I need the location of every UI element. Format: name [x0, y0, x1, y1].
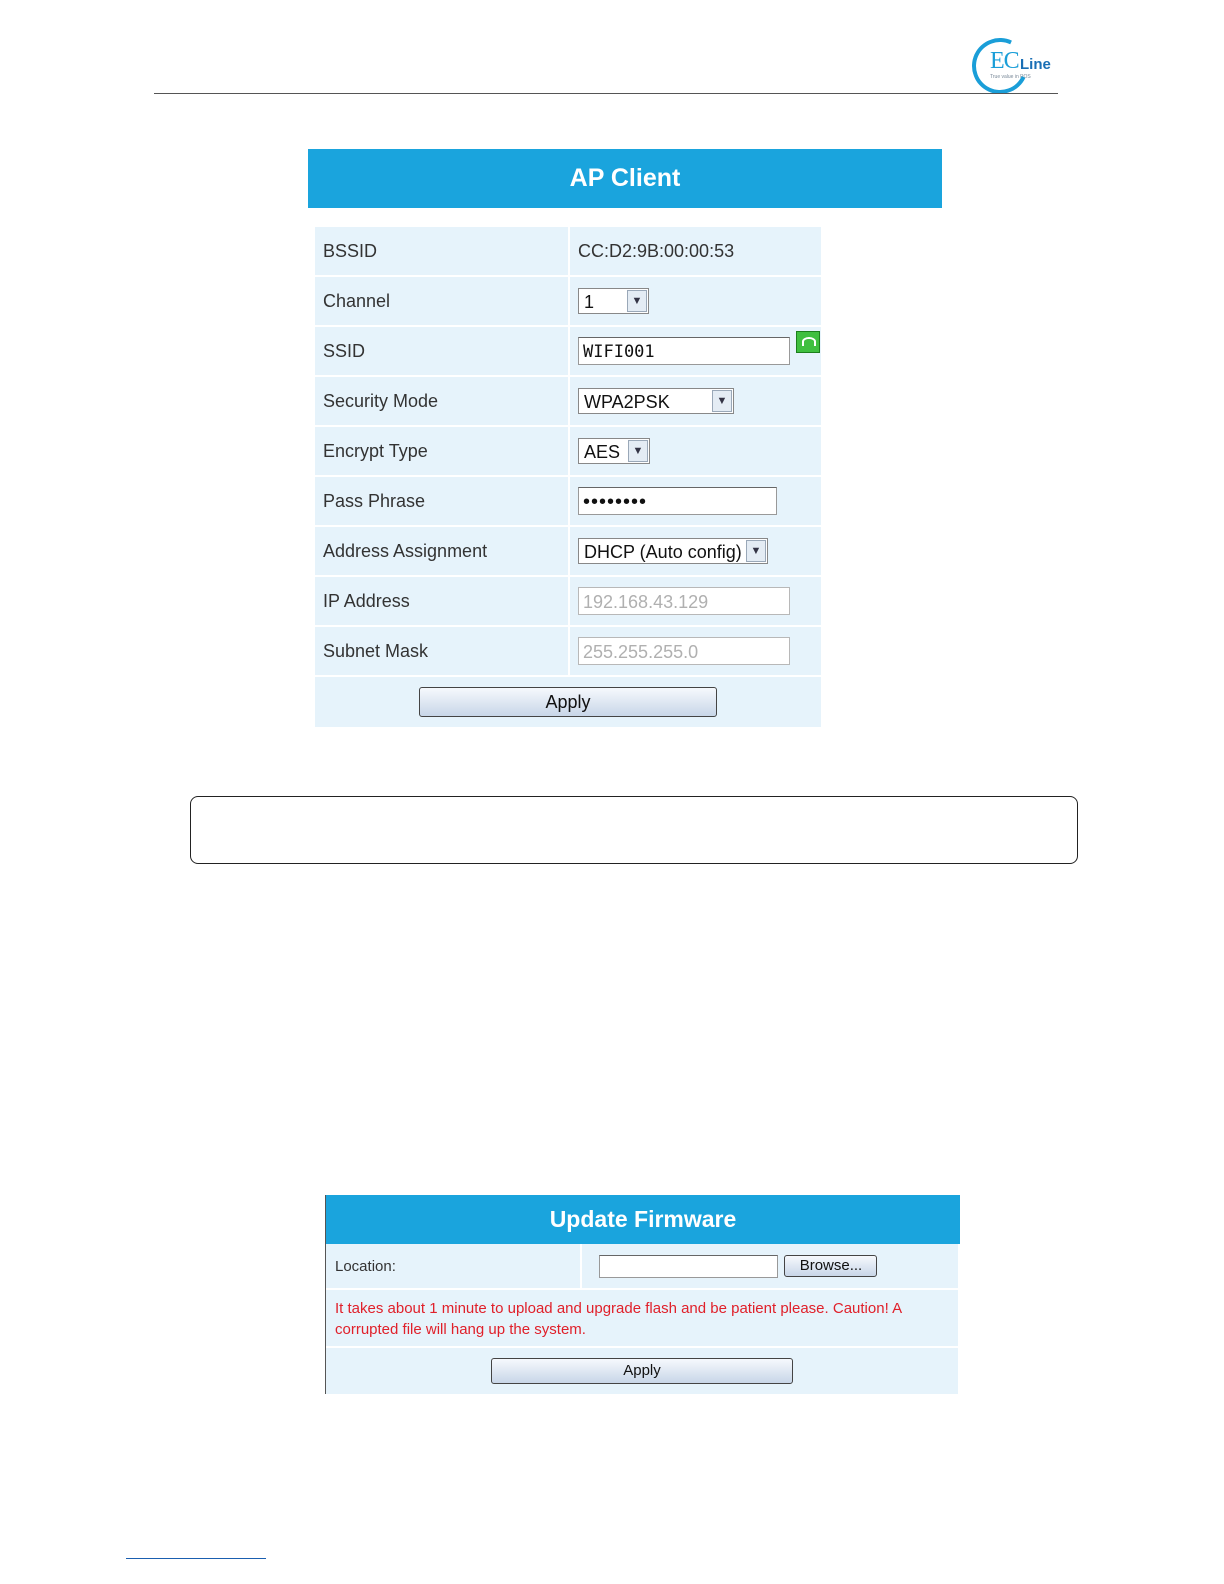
ap-client-form [315, 227, 934, 727]
ssid-row [315, 327, 821, 377]
address-assignment-select[interactable] [578, 538, 768, 564]
site-survey-icon[interactable] [796, 331, 820, 353]
chevron-down-icon[interactable]: ▼ [627, 290, 647, 312]
security-mode-label: Security Mode [315, 377, 570, 427]
firmware-file-input[interactable] [599, 1255, 778, 1278]
encrypt-type-row [315, 427, 821, 477]
apply-row [315, 677, 821, 727]
security-mode-select[interactable] [578, 388, 734, 414]
browse-button[interactable]: Browse... [784, 1255, 877, 1277]
firmware-apply-button[interactable]: Apply [491, 1358, 793, 1384]
location-row [326, 1244, 958, 1290]
security-mode-selected-value: WPA2PSK [584, 392, 670, 412]
pass-phrase-row [315, 477, 821, 527]
logo-tagline: True value in POS [990, 74, 1031, 80]
channel-label: Channel [315, 277, 570, 327]
update-firmware-title: Update Firmware [326, 1195, 960, 1244]
subnet-mask-label: Subnet Mask [315, 627, 570, 677]
channel-select[interactable] [578, 288, 649, 314]
security-mode-row [315, 377, 821, 427]
footer-link-underline [126, 1558, 266, 1559]
note-box [190, 796, 1078, 864]
ip-address-row [315, 577, 821, 627]
bssid-label: BSSID [315, 227, 570, 277]
encrypt-type-selected-value: AES [584, 442, 621, 462]
address-assignment-label: Address Assignment [315, 527, 570, 577]
header-divider [154, 93, 1058, 94]
address-assignment-selected-value: DHCP (Auto config) [584, 542, 742, 562]
ssid-input[interactable]: WIFI001 [578, 337, 790, 365]
ap-client-apply-button[interactable]: Apply [419, 687, 717, 717]
encrypt-type-label: Encrypt Type [315, 427, 570, 477]
subnet-mask-row [315, 627, 821, 677]
ip-address-label: IP Address [315, 577, 570, 627]
logo-ec: EC [990, 48, 1019, 74]
logo-line: Line [1020, 56, 1051, 73]
encrypt-type-select[interactable] [578, 438, 650, 464]
ip-address-input: 192.168.43.129 [578, 587, 790, 615]
ecline-logo [966, 34, 1066, 92]
channel-selected-value: 1 [584, 292, 595, 312]
location-label: Location: [326, 1244, 582, 1290]
pass-phrase-label: Pass Phrase [315, 477, 570, 527]
ap-client-panel [308, 149, 942, 208]
pass-phrase-input[interactable]: •••••••• [578, 487, 777, 515]
address-assignment-row [315, 527, 821, 577]
ap-client-title: AP Client [308, 149, 942, 208]
firmware-warning-text: It takes about 1 minute to upload and upgrade flash and be patient please. Caution! A corrupted file will hang up the system. [326, 1290, 958, 1348]
subnet-mask-input: 255.255.255.0 [578, 637, 790, 665]
ssid-label: SSID [315, 327, 570, 377]
chevron-down-icon[interactable]: ▼ [746, 540, 766, 562]
chevron-down-icon[interactable]: ▼ [628, 440, 648, 462]
bssid-value: CC:D2:9B:00:00:53 [570, 227, 821, 277]
bssid-row [315, 227, 821, 277]
update-firmware-panel [325, 1195, 960, 1394]
chevron-down-icon[interactable]: ▼ [712, 390, 732, 412]
firmware-apply-row [326, 1348, 958, 1394]
warning-row [326, 1290, 958, 1348]
channel-row [315, 277, 821, 327]
